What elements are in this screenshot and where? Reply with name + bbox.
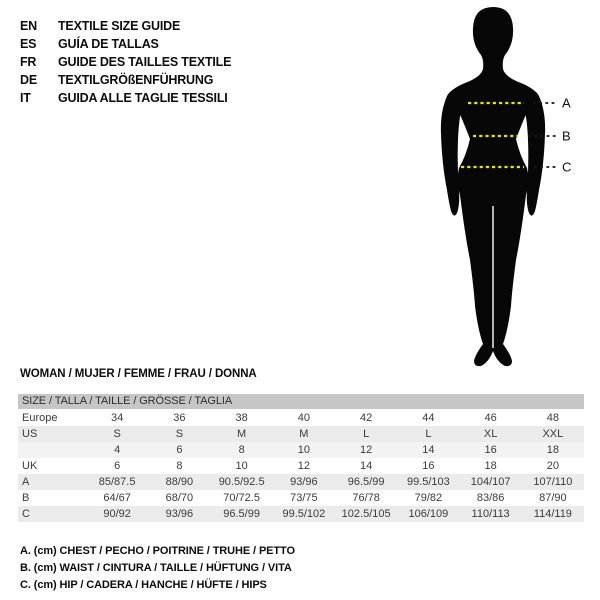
size-cell: 85/87.5 — [98, 476, 136, 488]
size-cell: M — [237, 428, 247, 440]
table-row-us — [18, 426, 584, 442]
size-cell: 6 — [114, 460, 121, 472]
language-title: GUIDE DES TAILLES TEXTILE — [58, 55, 232, 69]
size-cell: 18 — [546, 444, 559, 456]
size-cell: 93/96 — [290, 476, 318, 488]
language-title: TEXTILGRÖßENFÜHRUNG — [58, 73, 214, 87]
row-label — [18, 442, 86, 458]
row-label: C — [22, 508, 30, 520]
size-cell: 83/86 — [476, 492, 505, 504]
size-cell: 90/92 — [103, 508, 131, 520]
size-cell: XL — [483, 428, 498, 440]
size-cell: 68/70 — [165, 492, 194, 504]
size-cell: 8 — [238, 444, 245, 456]
size-cell: 110/113 — [471, 508, 510, 520]
body-measurement-figure — [428, 0, 600, 382]
size-cell: 18 — [484, 460, 497, 472]
language-title: GUIDA ALLE TAGLIE TESSILI — [58, 91, 228, 105]
size-cell: L — [363, 428, 370, 440]
size-table-body — [18, 410, 584, 522]
size-cell: 88/90 — [165, 476, 194, 488]
size-cell: 16 — [422, 460, 435, 472]
size-cell: S — [113, 428, 121, 440]
size-cell: 70/72.5 — [223, 492, 260, 504]
size-cell: 79/82 — [414, 492, 443, 504]
size-cell: 10 — [297, 444, 310, 456]
size-cell: 16 — [484, 444, 497, 456]
size-cell: 90.5/92.5 — [218, 476, 265, 488]
row-label: US — [22, 428, 38, 440]
size-cell: 99.5/103 — [406, 476, 450, 488]
table-row-b — [18, 490, 584, 506]
size-cell: 73/75 — [290, 492, 318, 504]
measurement-legend — [20, 543, 295, 594]
size-cell: 104/107 — [470, 476, 511, 488]
size-cell: 106/109 — [408, 508, 449, 520]
language-title: GUÍA DE TALLAS — [58, 37, 159, 51]
size-table-header: SIZE / TALLA / TAILLE / GRÖSSE / TAGLIA — [18, 394, 584, 409]
language-row-fr — [20, 53, 231, 71]
size-cell: 4 — [114, 444, 121, 456]
size-cell: 38 — [235, 412, 248, 424]
size-cell: 48 — [546, 412, 559, 424]
size-cell: 46 — [484, 412, 497, 424]
size-cell: S — [175, 428, 184, 440]
legend-line-b: B. (cm) WAIST / CINTURA / TAILLE / HÜFTUNG / VITA — [20, 562, 292, 574]
table-row-uk — [18, 458, 584, 474]
size-cell: 76/78 — [352, 492, 380, 504]
table-row-c — [18, 506, 584, 522]
size-cell: 99.5/102 — [282, 508, 326, 520]
marker-label-B: B — [562, 128, 571, 144]
size-cell: 102.5/105 — [341, 508, 391, 520]
language-row-de — [20, 71, 231, 89]
table-row — [18, 442, 584, 458]
language-code: DE — [20, 73, 37, 87]
size-cell: 10 — [235, 460, 248, 472]
row-label: UK — [22, 460, 38, 472]
row-label: Europe — [22, 412, 58, 424]
size-cell: 6 — [176, 444, 183, 456]
category-title: WOMAN / MUJER / FEMME / FRAU / DONNA — [20, 368, 257, 380]
size-cell: 87/90 — [539, 492, 567, 504]
row-label: B — [22, 492, 30, 504]
language-row-en — [20, 17, 231, 35]
row-label: A — [22, 476, 30, 488]
size-cell: M — [299, 428, 309, 440]
size-cell: 40 — [297, 412, 310, 424]
legend-line-c: C. (cm) HIP / CADERA / HANCHE / HÜFTE / HIPS — [20, 579, 267, 591]
size-cell: 36 — [173, 412, 186, 424]
size-cell: 107/110 — [533, 476, 573, 488]
language-title-list — [20, 17, 231, 107]
marker-label-A: A — [562, 95, 571, 111]
language-row-es — [20, 35, 231, 53]
size-cell: 93/96 — [165, 508, 194, 520]
marker-label-C: C — [562, 159, 572, 175]
size-cell: 96.5/99 — [347, 476, 385, 488]
language-code: ES — [20, 37, 37, 51]
woman-silhouette-diagram — [428, 0, 600, 382]
size-cell: 14 — [422, 444, 435, 456]
size-cell: 20 — [546, 460, 559, 472]
table-row-europe — [18, 410, 584, 426]
table-row-a — [18, 474, 584, 490]
language-row-it — [20, 89, 231, 107]
language-code: EN — [20, 19, 37, 33]
legend-line-a: A. (cm) CHEST / PECHO / POITRINE / TRUHE / PETTO — [20, 545, 295, 557]
language-title: TEXTILE SIZE GUIDE — [58, 19, 181, 33]
size-table — [18, 394, 584, 522]
size-cell: 42 — [360, 412, 373, 424]
language-code: FR — [20, 55, 37, 69]
size-cell: 12 — [360, 444, 373, 456]
size-cell: 34 — [111, 412, 124, 424]
size-cell: 44 — [422, 412, 435, 424]
size-cell: XXL — [542, 428, 564, 440]
size-cell: 12 — [297, 460, 310, 472]
language-code: IT — [20, 91, 31, 105]
size-cell: 8 — [176, 460, 183, 472]
size-cell: 114/119 — [533, 508, 572, 520]
size-cell: 64/67 — [103, 492, 131, 504]
size-cell: L — [425, 428, 432, 440]
size-cell: 96.5/99 — [223, 508, 260, 520]
size-cell: 14 — [360, 460, 373, 472]
